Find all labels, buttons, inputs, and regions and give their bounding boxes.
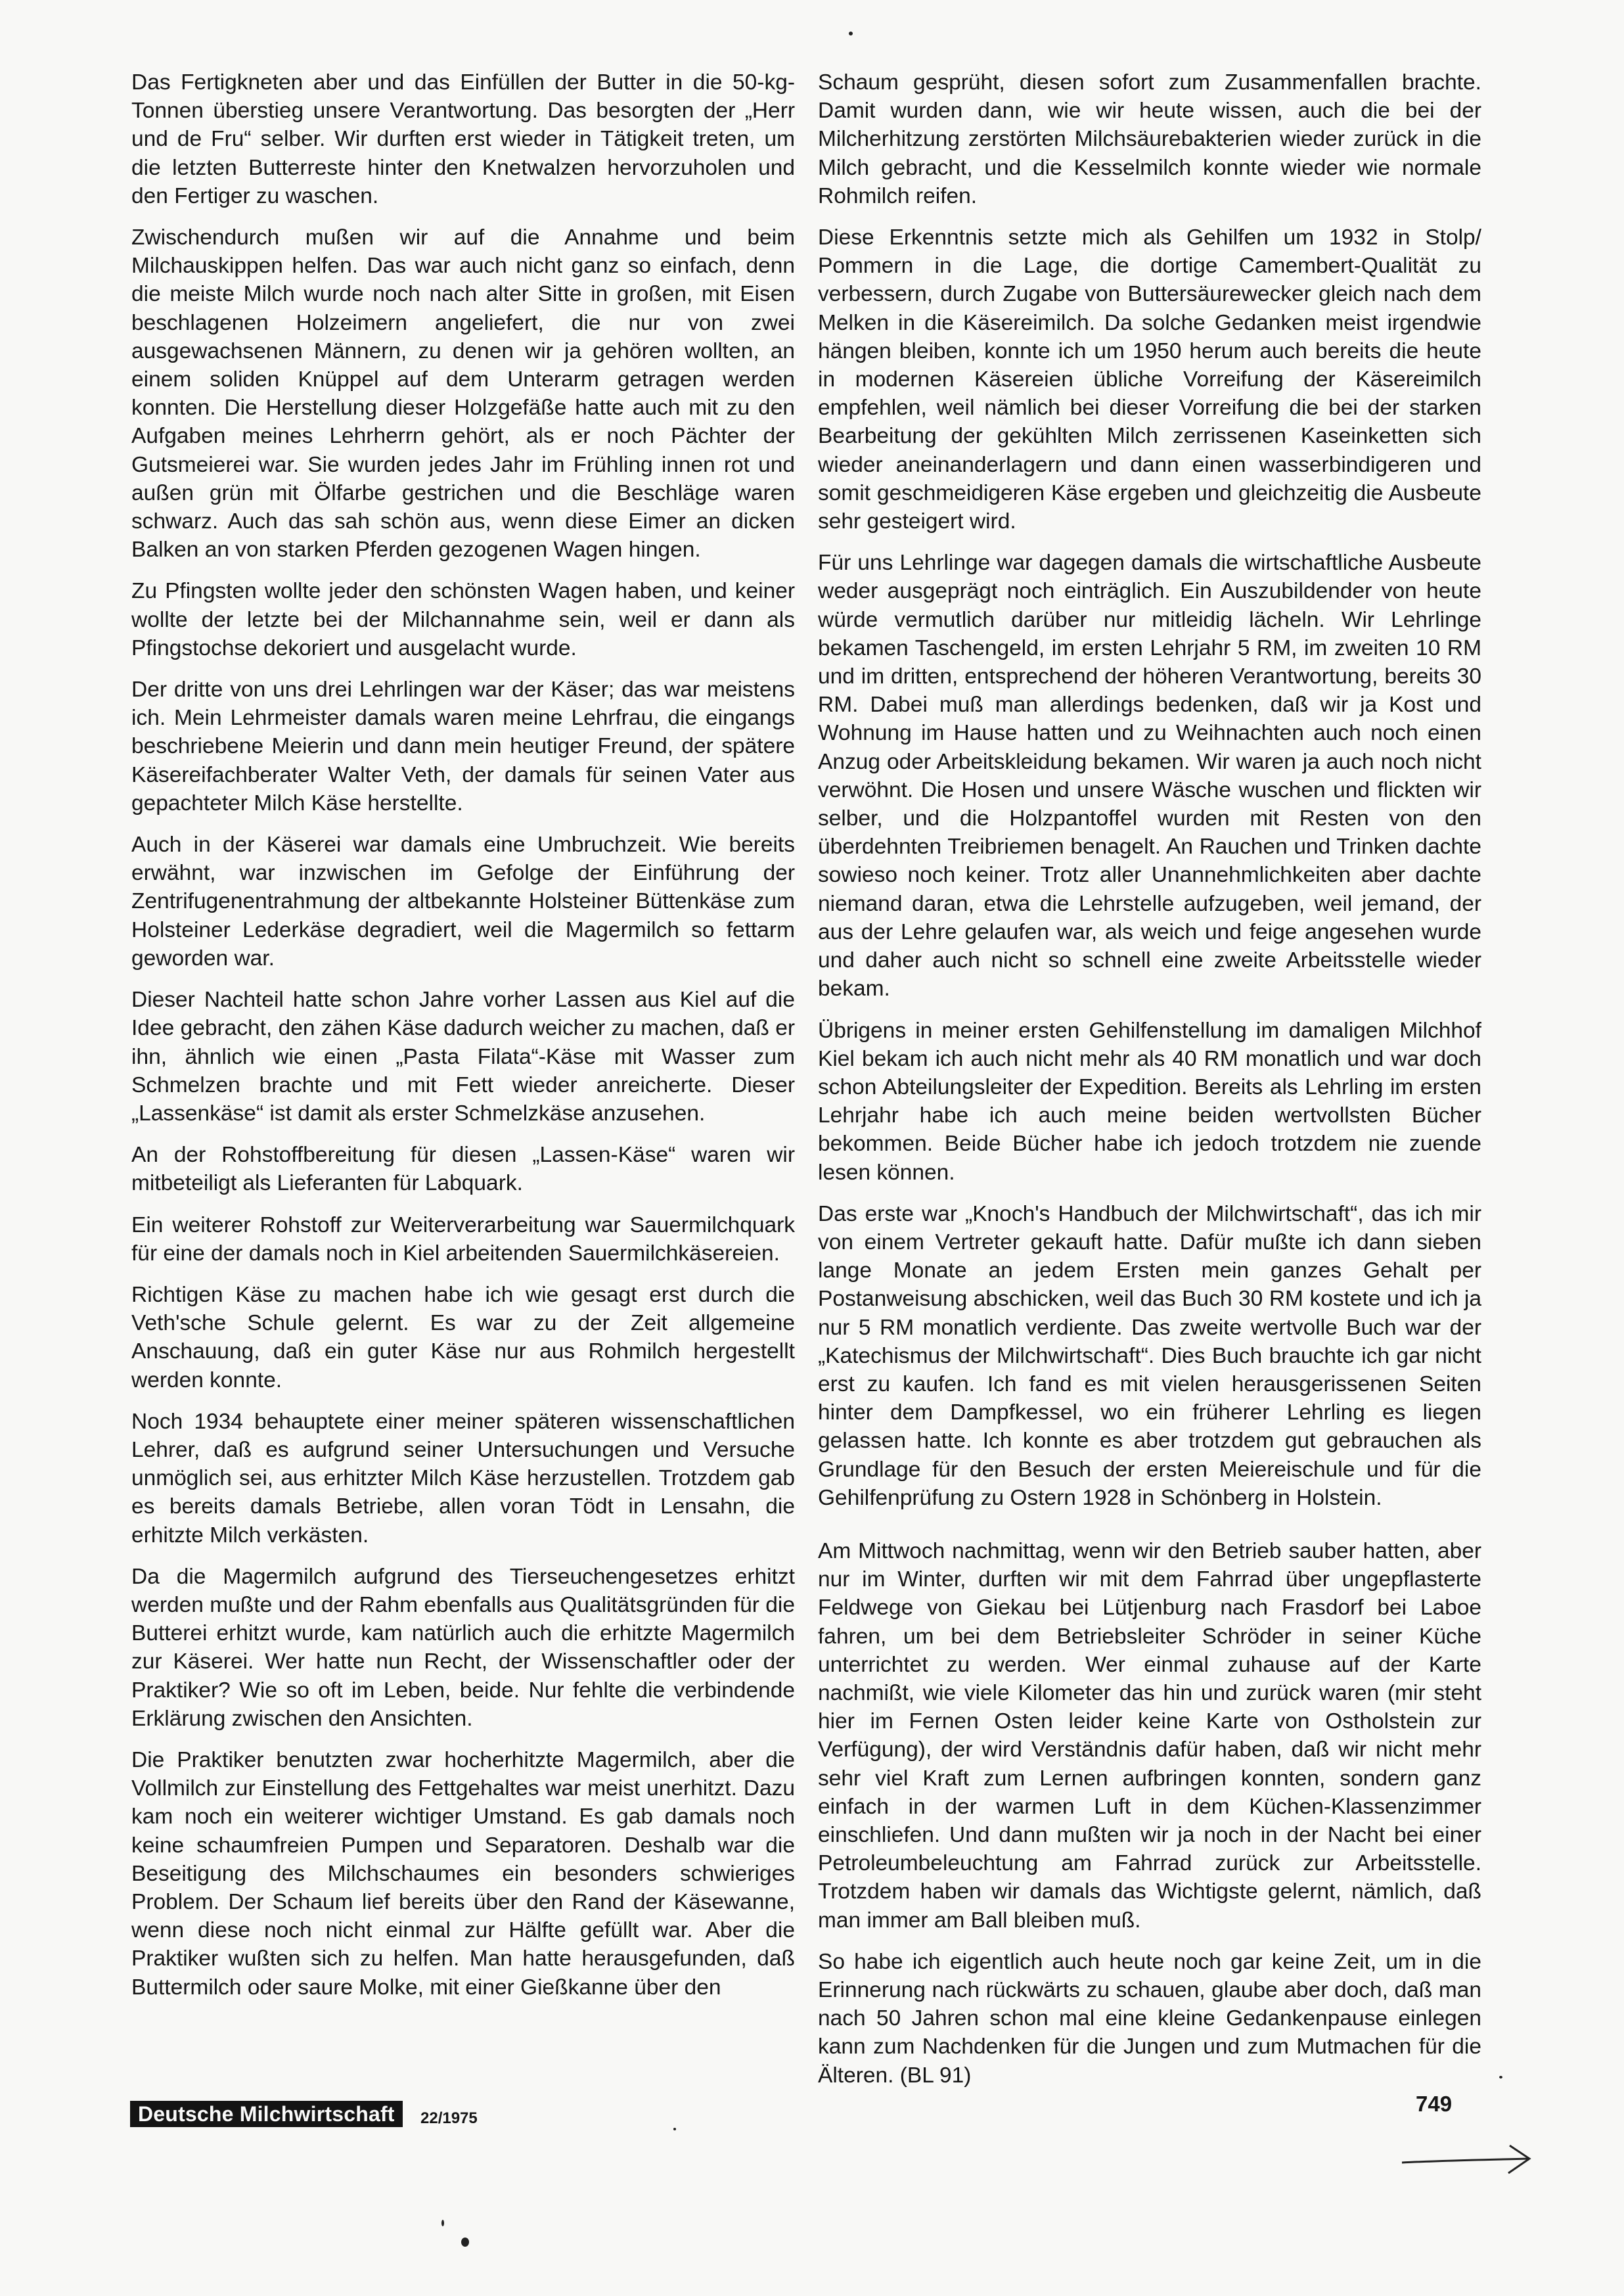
paragraph: So habe ich eigentlich auch heute noch gar keine Zeit, um in die Erinnerung nach rückwärts zu schauen, glaube aber doch, daß man nach 50 Jahren schon mal eine kleine Gedankenpause einlegen kann zum Nachdenken für die Jungen und zum Mutmachen für die Älteren. (BL 91) bbox=[818, 1949, 1481, 2088]
paragraph: Richtigen Käse zu machen habe ich wie gesagt erst durch die Veth'sche Schule gelernt. Es war zu der Zeit allgemeine Anschauung, daß ein guter Käse nur aus Rohmilch hergestellt werden konnte. bbox=[131, 1282, 795, 1392]
paragraph: Die Praktiker benutzten zwar hocherhitzte Magermilch, aber die Vollmilch zur Einstellung des Fettgehaltes war meist unerhitzt. Dazu kam noch ein weiterer wichtiger Umstand. Es gab damals noch keine schaumfreien Pumpen und Separatoren. Deshalb war die Beseitigung des Milchschaumes ein besonders schwieriges Problem. Der Schaum lief bereits über den Rand der Käsewanne, wenn diese noch nicht einmal zur Hälfte gefüllt war. Aber die Praktiker wußten sich zu helfen. Man hatte herausgefunden, daß Buttermilch oder saure Molke, mit einer Gießkanne über den bbox=[131, 1747, 795, 2000]
paragraph: Für uns Lehrlinge war dagegen damals die wirtschaftliche Ausbeute weder ausgeprägt noch einträglich. Ein Auszubildender von heute würde vermutlich darüber nur mitleidig lächeln. Wir Lehrlinge bekamen Taschengeld, im ersten Lehrjahr 5 RM, im zweiten 10 RM und im dritten, entsprechend der höheren Verantwortung, bereits 30 RM. Dabei muß man allerdings bedenken, daß wir ja Kost und Wohnung im Hause hatten und zu Weihnachten auch noch einen Anzug oder Arbeitskleidung bekamen. Wir waren ja auch noch nicht verwöhnt. Die Hosen und unsere Wäsche wuschen und flickten wir selber, und die Holzpantoffel wurden mit Resten von den überdehnten Treibriemen benagelt. An Rauchen und Trinken dachte sowieso noch keiner. Trotz aller Unannehmlichkeiten aber dachte niemand daran, etwa die Lehrstelle aufzugeben, weil jemand, der aus der Lehre gelaufen war, als weich und feige angesehen wurde und daher auch nicht so schnell eine zweite Arbeitsstelle wieder bekam. bbox=[818, 551, 1481, 1001]
paragraph: Übrigens in meiner ersten Gehilfenstellung im damaligen Milchhof Kiel bekam ich auch nicht mehr als 40 RM monatlich und war doch schon Abteilungsleiter der Expedition. Bereits als Lehrling im ersten Lehrjahr habe ich auch meine beiden wertvollsten Bücher bekommen. Beide Bücher habe ich jedoch trotzdem nie zuende lesen können. bbox=[818, 1018, 1481, 1185]
paragraph: Das erste war „Knoch's Handbuch der Milchwirtschaft“, das ich mir von einem Vertreter gekauft hatte. Dafür mußte ich dann sieben lange Monate an jedem Ersten mein ganzes Gehalt per Postanweisung abschicken, weil das Buch 30 RM kostete und ich ja nur 5 RM monatlich verdiente. Das zweite wertvolle Buch war der „Katechismus der Milchwirtschaft“. Dies Buch brauchte ich gar nicht erst zu kaufen. Ich fand es mit vielen herausgerissenen Seiten hinter dem Dampfkessel, wo ein früherer Lehrling es liegen gelassen hatte. Ich konnte es aber trotzdem gut gebrauchen als Grundlage für den Besuch der ersten Meiereischule und für die Gehilfenprüfung zu Ostern 1928 in Schönberg in Holstein. bbox=[818, 1201, 1481, 1510]
paragraph: Noch 1934 behauptete einer meiner späteren wissenschaftlichen Lehrer, daß es aufgrund seiner Untersuchungen und Versuche unmöglich sei, aus erhitzter Milch Käse herzustellen. Trotzdem gab es bereits damals Betriebe, allen voran Tödt in Lensahn, die erhitzte Milch verkästen. bbox=[131, 1409, 795, 1548]
journal-title: Deutsche Milchwirtschaft bbox=[130, 2101, 403, 2127]
scan-speck bbox=[461, 2238, 469, 2247]
right-column bbox=[818, 68, 1481, 2103]
scan-speck bbox=[849, 32, 853, 35]
arrow-right-icon bbox=[1399, 2139, 1537, 2178]
paragraph: An der Rohstoffbereitung für diesen „Lassen-Käse“ waren wir mitbeteiligt als Lieferanten für Labquark. bbox=[131, 1143, 795, 1196]
paragraph: Der dritte von uns drei Lehrlingen war der Käser; das war meistens ich. Mein Lehrmeister damals waren meine Lehrfrau, die eingangs beschriebene Meierin und dann mein heutiger Freund, der spätere Käsereifachberater Walter Veth, der damals für seinen Vater aus gepachteter Milch Käse herstellte. bbox=[131, 677, 795, 815]
issue-number: 22/1975 bbox=[420, 2109, 478, 2127]
page-number: 749 bbox=[1416, 2092, 1453, 2116]
paragraph: Da die Magermilch aufgrund des Tierseuchengesetzes erhitzt werden mußte und der Rahm ebenfalls aus Qualitätsgründen für die Butterei erhitzt wurde, kam natürlich auch die erhitzte Magermilch zur Käserei. Wer hatte nun Recht, der Wissenschaftler oder der Praktiker? Wie so oft im Leben, beide. Nur fehlte die verbindende Erklärung zwischen den Ansichten. bbox=[131, 1564, 795, 1731]
paragraph: Diese Erkenntnis setzte mich als Gehilfen um 1932 in Stolp/ Pommern in die Lage, die dortige Camembert-Qualität zu verbessern, durch Zugabe von Buttersäurewecker gleich nach dem Melken in die Käsereimilch. Da solche Gedanken meist irgendwie hängen bleiben, konnte ich um 1950 herum auch bereits die heute in modernen Käsereien übliche Vorreifung der Käsereimilch empfehlen, weil nämlich bei dieser Vorreifung die bei der starken Bearbeitung der gekühlten Milch zerrissenen Kaseinketten sich wieder aneinanderlagern und dann einen wasserbindigeren und somit geschmeidigeren Käse ergeben und gleichzeitig die Ausbeute sehr gesteigert wird. bbox=[818, 225, 1481, 534]
scan-speck bbox=[673, 2128, 676, 2130]
scan-speck bbox=[441, 2220, 444, 2226]
paragraph: Zu Pfingsten wollte jeder den schönsten Wagen haben, und keiner wollte der letzte bei der Milchannahme sein, weil er dann als Pfingstochse dekoriert und ausgelacht wurde. bbox=[131, 579, 795, 660]
left-column bbox=[131, 68, 795, 2015]
paragraph: Am Mittwoch nachmittag, wenn wir den Betrieb sauber hatten, aber nur im Winter, durften wir mit dem Fahrrad über ungepflasterte Feldwege von Giekau bei Lütjenburg nach Frasdorf bei Laboe fahren, um bei dem Betriebsleiter Schröder in seiner Küche unterrichtet zu werden. Wer einmal zuhause auf der Karte nachmißt, wie viele Kilometer das hin und zurück waren (mir steht hier im Fernen Osten leider keine Karte von Ostholstein zur Verfügung), der wird Verständnis dafür haben, daß wir nicht mehr sehr viel Kraft zum Lernen aufbringen konnten, sondern ganz einfach in der warmen Luft in dem Küchen-Klassenzimmer einschliefen. Und dann mußten wir ja noch in der Nacht bei einer Petroleumbeleuchtung am Fahrrad zurück zur Arbeitsstelle. Trotzdem haben wir damals das Wichtigste gelernt, nämlich, daß man immer am Ball bleiben muß. bbox=[818, 1538, 1481, 1933]
paragraph: Ein weiterer Rohstoff zur Weiterverarbeitung war Sauermilchquark für eine der damals noch in Kiel arbeitenden Sauermilchkäsereien. bbox=[131, 1212, 795, 1266]
paragraph: Auch in der Käserei war damals eine Umbruchzeit. Wie bereits erwähnt, war inzwischen im Gefolge der Einführung der Zentrifugenentrahmung der altbekannte Holsteiner Büttenkäse zum Holsteiner Lederkäse degradiert, weil die Magermilch so fettarm geworden war. bbox=[131, 833, 795, 971]
paragraph: Dieser Nachteil hatte schon Jahre vorher Lassen aus Kiel auf die Idee gebracht, den zähen Käse dadurch weicher zu machen, daß er ihn, ähnlich wie einen „Pasta Filata“-Käse mit Wasser zum Schmelzen brachte und mit Fett wieder anreicherte. Dieser „Lassenkäse“ ist damit als erster Schmelzkäse anzusehen. bbox=[131, 988, 795, 1126]
paragraph: Das Fertigkneten aber und das Einfüllen der Butter in die 50-kg-Tonnen überstieg unsere Verantwortung. Das besorgten der „Herr und de Fru“ selber. Wir durften erst wieder in Tätigkeit treten, um die letzten Butterreste hinter den Knetwalzen hervorzuholen und den Fertiger zu waschen. bbox=[131, 70, 795, 208]
paragraph: Zwischendurch mußen wir auf die Annahme und beim Milchauskippen helfen. Das war auch nicht ganz so einfach, denn die meiste Milch wurde noch nach alter Sitte in großen, mit Eisen beschlagenen Holzeimern angeliefert, die nur von zwei ausgewachsenen Männern, zu denen wir ja gehören wollten, an einem soliden Knüppel auf dem Unterarm getragen werden konnten. Die Herstellung dieser Holzgefäße hatte auch mit zu den Aufgaben meines Lehrherrn gehört, als er noch Pächter der Gutsmeierei war. Sie wurden jedes Jahr im Frühling innen rot und außen grün mit Ölfarbe gestrichen und die Beschläge waren schwarz. Auch das sah schön aus, wenn diese Eimer an dicken Balken an von starken Pferden gezogenen Wagen hingen. bbox=[131, 225, 795, 563]
paragraph: Schaum gesprüht, diesen sofort zum Zusammenfallen brachte. Damit wurden dann, wie wir heute wissen, auch die bei der Milcherhitzung zerstörten Milchsäurebakterien wieder zurück in die Milch gebracht, und die Kesselmilch konnte wieder wie normale Rohmilch reifen. bbox=[818, 70, 1481, 208]
scan-speck bbox=[1499, 2076, 1502, 2078]
